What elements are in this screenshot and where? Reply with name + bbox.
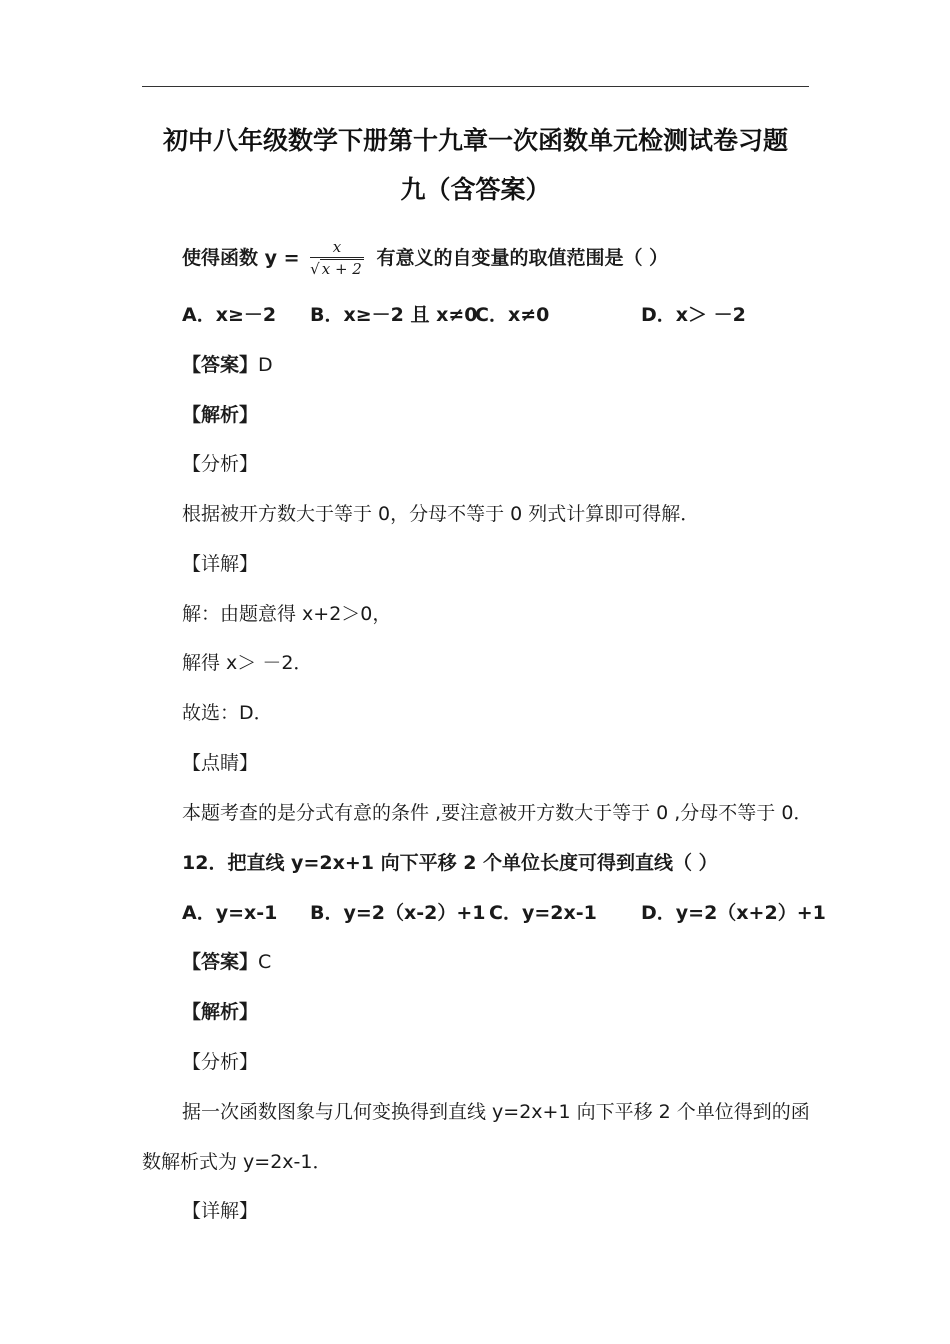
q11-fraction-denominator: √ x + 2 xyxy=(310,260,362,278)
q12-answer xyxy=(182,950,271,974)
q11-detail-line-1: 解：由题意得 x+2＞0， xyxy=(182,603,392,625)
q11-stem-prefix: 使得函数 y = xyxy=(182,247,300,269)
answer-label: 【答案】 xyxy=(182,354,259,376)
header-rule xyxy=(142,86,809,87)
q11-fenxi-label: 【分析】 xyxy=(182,453,259,475)
answer-value: D xyxy=(258,354,273,376)
q11-detail-line-3: 故选：D． xyxy=(182,702,273,724)
q11-dianjing-label: 【点睛】 xyxy=(182,752,259,774)
q12-option-a: A．y=x-1 xyxy=(182,902,278,924)
q11-answer xyxy=(182,353,273,377)
q11-detail-label: 【详解】 xyxy=(182,553,259,575)
q11-dianjing-text: 本题考查的是分式有意的条件 ,要注意被开方数大于等于 0 ,分母不等于 0． xyxy=(182,802,813,824)
q12-fenxi-label: 【分析】 xyxy=(182,1051,259,1073)
q11-fraction xyxy=(310,238,364,279)
answer-value: C xyxy=(258,951,272,973)
document-title-line2: 九（含答案） xyxy=(400,175,551,204)
q12-fenxi-line-1: 据一次函数图象与几何变换得到直线 y=2x+1 向下平移 2 个单位得到的函 xyxy=(182,1101,810,1123)
q11-option-a: A．x≥－2 xyxy=(182,304,277,326)
q12-analysis-label: 【解析】 xyxy=(182,1001,259,1023)
q11-option-d: D．x＞ －2 xyxy=(641,304,746,326)
q11-stem-suffix: 有意义的自变量的取值范围是（ ） xyxy=(376,247,669,269)
q11-option-b: B．x≥－2 且 x≠0 xyxy=(310,304,478,326)
q11-option-c: C．x≠0 xyxy=(475,304,550,326)
q11-analysis-label: 【解析】 xyxy=(182,404,259,426)
document-title-line1: 初中八年级数学下册第十九章一次函数单元检测试卷习题 xyxy=(162,126,788,155)
q11-stem xyxy=(182,238,668,279)
q12-detail-label: 【详解】 xyxy=(182,1200,259,1222)
q12-option-b: B．y=2（x-2）+1 xyxy=(310,902,486,924)
answer-label: 【答案】 xyxy=(182,951,259,973)
q12-option-d: D．y=2（x+2）+1 xyxy=(641,902,826,924)
q11-fenxi-text: 根据被开方数大于等于 0，分母不等于 0 列式计算即可得解． xyxy=(182,503,700,525)
q12-option-c: C．y=2x-1 xyxy=(489,902,597,924)
q12-stem: 12．把直线 y=2x+1 向下平移 2 个单位长度可得到直线（ ） xyxy=(182,852,718,874)
sqrt-icon: √ xyxy=(310,260,320,278)
q12-fenxi-line-2: 数解析式为 y=2x-1． xyxy=(142,1151,332,1173)
q11-detail-line-2: 解得 x＞ －2． xyxy=(182,652,313,674)
q11-fraction-numerator: x xyxy=(310,238,364,258)
